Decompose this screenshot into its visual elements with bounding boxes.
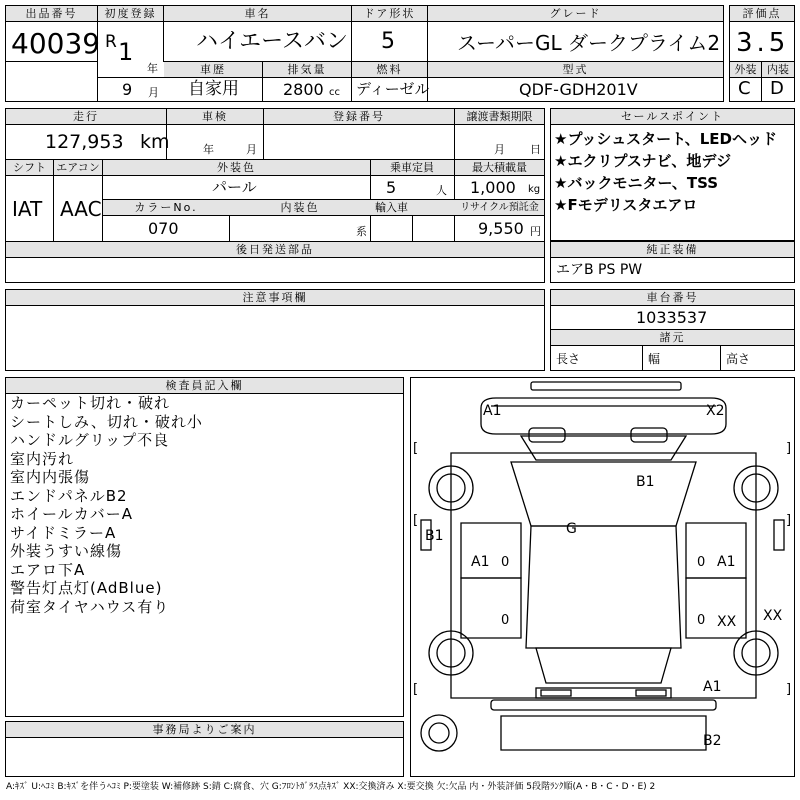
max-load-value: 1,000	[470, 178, 516, 197]
inspection-year-unit: 年	[203, 143, 214, 156]
shift-value: IAT	[12, 197, 43, 221]
bracket-mark: ]	[786, 513, 792, 528]
transfer-deadline-label: 譲渡書類期限	[455, 109, 544, 125]
bracket-mark: ]	[786, 441, 792, 456]
width-label: 幅	[648, 352, 661, 366]
bracket-mark: [	[413, 682, 419, 697]
capacity-value: 5	[386, 178, 397, 197]
chassis-label: 車台番号	[551, 290, 794, 306]
displacement-label: 排気量	[263, 62, 351, 78]
shift-label: シフト	[6, 160, 53, 176]
damage-mark: A1	[471, 554, 490, 570]
sales-point-item: ★Fモデリスタエアロ	[554, 196, 698, 214]
dimensions-label: 諸元	[551, 330, 794, 346]
inspector-item: 警告灯点灯(AdBlue)	[10, 579, 163, 597]
inspector-item: サイドミラーA	[10, 523, 117, 542]
lot-no-value: 40039	[11, 27, 101, 60]
sales-point-item: ★エクリプスナビ、地デジ	[554, 152, 732, 170]
damage-mark: X2	[706, 403, 725, 419]
inspector-item: エアロ下A	[10, 560, 86, 579]
bracket-mark: ]	[786, 682, 792, 697]
zero-mark: 0	[697, 555, 706, 570]
interior-grade-label: 内装	[762, 62, 794, 78]
recycle-unit: 円	[530, 225, 541, 238]
sales-points-label: セールスポイント	[551, 109, 794, 125]
capacity-label: 乗車定員	[371, 160, 453, 176]
inspection-month-unit: 月	[246, 143, 257, 156]
first-reg-era: R	[105, 32, 117, 52]
import-car-label: 輸入車	[371, 200, 412, 216]
capacity-unit: 人	[436, 184, 447, 197]
history-label: 車歴	[164, 62, 262, 78]
fuel-value: ディーゼル	[356, 80, 430, 98]
mileage-unit: km	[140, 131, 170, 153]
chassis-value: 1033537	[636, 308, 708, 327]
van-outline	[411, 378, 794, 776]
damage-diagram	[410, 377, 795, 777]
mileage-label: 走行	[6, 109, 166, 125]
zero-mark: 0	[697, 613, 706, 628]
exterior-grade-label: 外装	[730, 62, 761, 78]
recycle-label: リサイクル預託金	[455, 200, 544, 216]
car-name-label: 車名	[164, 6, 351, 22]
zero-mark: 0	[501, 613, 510, 628]
office-label: 事務局よりご案内	[6, 722, 403, 738]
month-value: 9	[122, 80, 133, 99]
equipment-value: エアB PS PW	[556, 262, 643, 278]
legend-text: A:ｷｽﾞ U:ﾍｺﾐ B:ｷｽﾞを伴うﾍｺﾐ P:要塗装 W:補修跡 S:錆 C:腐食、穴 G:ﾌﾛﾝﾄｶﾞﾗｽ点ｷｽﾞ XX:交換済み X:要交換 欠:欠品 内・外装評価 5段階ﾗﾝｸ順(A・B・C・D・E) 2	[6, 782, 656, 792]
bracket-mark: [	[413, 513, 419, 528]
aircon-value: AAC	[60, 197, 102, 221]
sales-points-list	[554, 128, 777, 216]
damage-mark: A1	[703, 679, 722, 695]
color-no-value: 070	[148, 219, 179, 238]
month-unit: 月	[148, 86, 159, 99]
length-label: 長さ	[556, 352, 581, 366]
sales-point-item: ★プッシュスタート、LEDヘッド	[554, 130, 778, 148]
equipment-label: 純正装備	[551, 242, 794, 258]
exterior-grade-value: C	[738, 78, 751, 99]
inspector-item: 室内汚れ	[10, 449, 75, 468]
int-color-unit: 系	[356, 225, 367, 238]
grade-label: グレード	[428, 6, 723, 22]
max-load-label: 最大積載量	[455, 160, 544, 176]
height-label: 高さ	[726, 352, 751, 366]
damage-mark: XX	[763, 608, 783, 624]
transfer-day-unit: 日	[530, 143, 541, 156]
damage-mark: G	[566, 521, 577, 537]
sales-point-item: ★バックモニター、TSS	[554, 174, 719, 192]
inspector-item: シートしみ、切れ・破れ小	[10, 412, 203, 431]
damage-mark: A1	[483, 403, 502, 419]
doors-label: ドア形状	[352, 6, 427, 22]
notes-label: 注意事項欄	[6, 290, 544, 306]
inspector-item: 荷室タイヤハウス有り	[10, 597, 170, 616]
first-reg-year: 1	[118, 38, 134, 66]
inspection-label: 車検	[167, 109, 263, 125]
first-reg-year-unit: 年	[147, 62, 158, 75]
displacement-value: 2800	[283, 80, 324, 99]
history-value: 自家用	[188, 79, 239, 99]
inspector-item: エンドパネルB2	[10, 486, 128, 505]
damage-mark: B2	[703, 733, 722, 749]
ext-color-value: パール	[212, 178, 257, 196]
inspector-label: 検査員記入欄	[6, 378, 403, 394]
reg-number-label: 登録番号	[264, 109, 454, 125]
score-label: 評価点	[730, 6, 794, 22]
later-parts-label: 後日発送部品	[6, 242, 544, 258]
aircon-label: エアコン	[54, 160, 102, 176]
recycle-value: 9,550	[478, 219, 524, 238]
displacement-unit: cc	[329, 87, 340, 98]
score-value: 3.5	[736, 28, 790, 58]
inspector-item: ホイールカバーA	[10, 505, 133, 523]
bracket-mark: [	[413, 441, 419, 456]
mileage-value: 127,953	[45, 131, 124, 153]
inspector-item: 室内内張傷	[10, 468, 91, 486]
car-name-value: ハイエースバン	[196, 29, 349, 54]
max-load-unit: kg	[528, 184, 541, 195]
lot-no-label: 出品番号	[6, 6, 97, 22]
doors-value: 5	[381, 29, 395, 54]
first-reg-label: 初度登録	[98, 6, 163, 22]
color-no-label: カラーNo.	[103, 200, 229, 216]
grade-value: スーパーGL ダークプライム2	[457, 31, 721, 55]
interior-grade-value: D	[770, 78, 784, 99]
ext-color-label: 外装色	[103, 160, 370, 176]
damage-mark: A1	[717, 554, 736, 570]
damage-mark: XX	[717, 614, 737, 630]
int-color-label: 内装色	[230, 200, 370, 216]
inspector-list	[10, 394, 203, 616]
model-code-label: 型式	[428, 62, 723, 78]
inspector-item: 外装うすい線傷	[10, 542, 123, 560]
zero-mark: 0	[501, 555, 510, 570]
inspector-item: ハンドルグリップ不良	[10, 431, 170, 449]
inspector-item: カーペット切れ・破れ	[10, 394, 171, 412]
fuel-label: 燃料	[352, 62, 427, 78]
damage-mark: B1	[425, 528, 444, 544]
damage-mark: B1	[636, 474, 655, 490]
transfer-month-unit: 月	[494, 143, 505, 156]
model-code-value: QDF-GDH201V	[519, 80, 638, 99]
